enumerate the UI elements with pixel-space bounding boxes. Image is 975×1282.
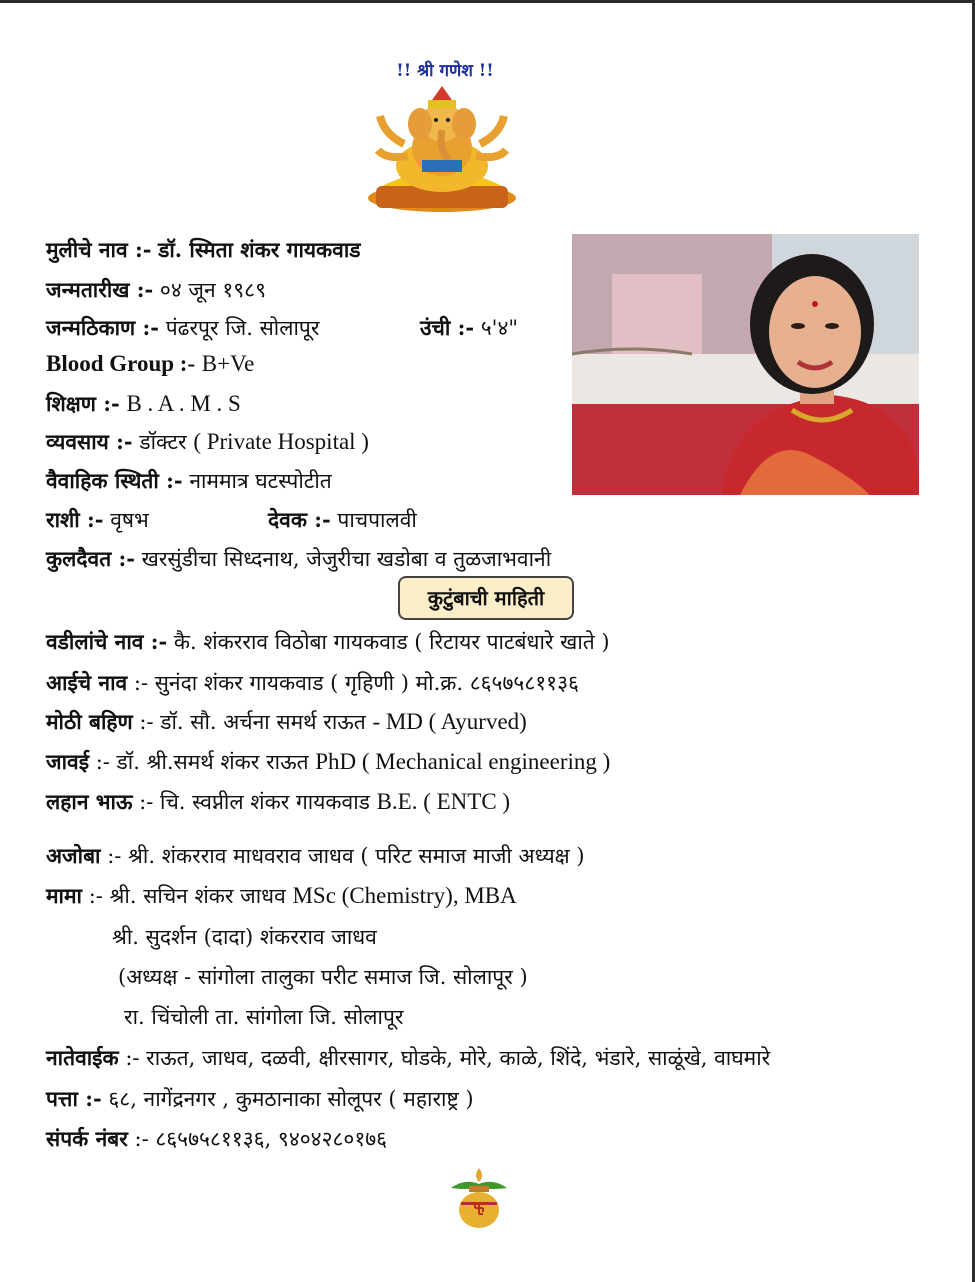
uncle-row: [46, 882, 517, 910]
height-label: उंची :-: [420, 315, 475, 340]
father-value: कै. शंकरराव विठोबा गायकवाड ( रिटायर पाटबंधारे खाते ): [173, 630, 610, 654]
devak-row: [268, 506, 417, 534]
brother-in-law-label: जावई: [46, 749, 90, 774]
uncle-degree: MSc (Chemistry), MBA: [292, 883, 517, 908]
dob-label: जन्मतारीख :-: [46, 277, 154, 302]
blood-group-value: B+Ve: [201, 351, 255, 376]
education-value: B . A . M . S: [126, 391, 241, 416]
rashi-label: राशी :-: [46, 507, 104, 532]
address-label: पत्ता :-: [46, 1086, 102, 1111]
contact-label: संपर्क नंबर: [46, 1126, 128, 1151]
address-row: [46, 1085, 474, 1113]
birthplace-value: पंढरपूर जि. सोलापूर: [165, 316, 320, 340]
dob-row: [46, 276, 266, 304]
rashi-row: [46, 506, 149, 534]
devak-value: पाचपालवी: [337, 508, 417, 532]
page-heading: !! श्री गणेश !!: [396, 61, 494, 81]
education-label: शिक्षण :-: [46, 391, 120, 416]
bride-name-value: डॉ. स्मिता शंकर गायकवाड: [158, 237, 361, 262]
blood-group-label: Blood Group :-: [46, 351, 196, 376]
marital-label: वैवाहिक स्थिती :-: [46, 468, 183, 493]
brother-in-law-value: :- डॉ. श्री.समर्थ शंकर राऊत: [95, 750, 309, 774]
devak-label: देवक :-: [268, 507, 331, 532]
ganesh-image: [362, 86, 522, 216]
marital-row: [46, 467, 332, 495]
mother-value: :- सुनंदा शंकर गायकवाड ( गृहिणी ) मो.क्र. ८६५७५८११३६: [133, 671, 579, 695]
occupation-value: डॉक्टर: [139, 430, 187, 454]
contact-value: :- ८६५७५८११३६, ९४०४२८०१७६: [134, 1127, 388, 1151]
brother-row: [46, 788, 510, 816]
uncle2-residence: रा. चिंचोली ता. सांगोला जि. सोलापूर: [124, 1005, 404, 1029]
family-info-badge: कुटुंबाची माहिती: [398, 576, 574, 620]
occupation-detail: ( Private Hospital ): [193, 429, 369, 454]
brother-in-law-row: [46, 748, 610, 776]
brother-value: :- चि. स्वप्नील शंकर गायकवाड: [139, 790, 370, 814]
marital-value: नाममात्र घटस्पोटीत: [189, 469, 332, 493]
contact-row: [46, 1125, 387, 1153]
address-value: ६८, नागेंद्रनगर , कुमठानाका सोलूपर ( महाराष्ट्र ): [108, 1087, 474, 1111]
relatives-label: नातेवाईक: [46, 1045, 119, 1070]
kuldaivat-label: कुलदैवत :-: [46, 546, 135, 571]
uncle-label: मामा: [46, 883, 82, 908]
mother-row: [46, 669, 579, 697]
height-row: [420, 314, 518, 342]
birthplace-row: [46, 314, 319, 342]
profile-photo: [572, 234, 919, 495]
kalash-icon: [447, 1166, 511, 1232]
grandfather-value: :- श्री. शंकरराव माधवराव जाधव ( परिट समाज माजी अध्यक्ष ): [107, 844, 585, 868]
uncle2-position: (अध्यक्ष - सांगोला तालुका परीट समाज जि. सोलापूर ): [118, 965, 528, 989]
birthplace-label: जन्मठिकाण :-: [46, 315, 159, 340]
bride-name-label: मुलीचे नाव :-: [46, 237, 152, 262]
occupation-label: व्यवसाय :-: [46, 429, 133, 454]
height-value: ५'४": [480, 316, 519, 340]
relatives-value: :- राऊत, जाधव, दळवी, क्षीरसागर, घोडके, मोरे, काळे, शिंदे, भंडारे, साळूंखे, वाघमारे: [125, 1046, 771, 1070]
sister-label: मोठी बहिण: [46, 709, 133, 734]
sister-value: :- डॉ. सौ. अर्चना समर्थ राऊत: [139, 710, 366, 734]
education-row: [46, 390, 241, 418]
sister-degree: - MD ( Ayurved): [372, 709, 527, 734]
father-label: वडीलांचे नाव :-: [46, 629, 168, 654]
father-row: [46, 628, 610, 656]
bride-name-row: [46, 236, 361, 264]
brother-in-law-degree: PhD ( Mechanical engineering ): [315, 749, 611, 774]
grandfather-label: अजोबा: [46, 843, 101, 868]
brother-degree: B.E. ( ENTC ): [376, 789, 511, 814]
uncle2-name: श्री. सुदर्शन (दादा) शंकरराव जाधव: [112, 925, 377, 949]
mother-label: आईचे नाव: [46, 670, 128, 695]
dob-value: ०४ जून १९८९: [159, 278, 267, 302]
occupation-row: [46, 428, 369, 456]
kuldaivat-value: खरसुंडीचा सिध्दनाथ, जेजुरीचा खडोबा व तुळजाभवानी: [141, 547, 552, 571]
kuldaivat-row: [46, 545, 551, 573]
top-border: [0, 0, 975, 3]
blood-group-row: [46, 350, 254, 378]
uncle-value: :- श्री. सचिन शंकर जाधव: [88, 884, 286, 908]
rashi-value: वृषभ: [110, 508, 149, 532]
sister-row: [46, 708, 527, 736]
grandfather-row: [46, 842, 585, 870]
relatives-row: [46, 1044, 770, 1072]
brother-label: लहान भाऊ: [46, 789, 133, 814]
